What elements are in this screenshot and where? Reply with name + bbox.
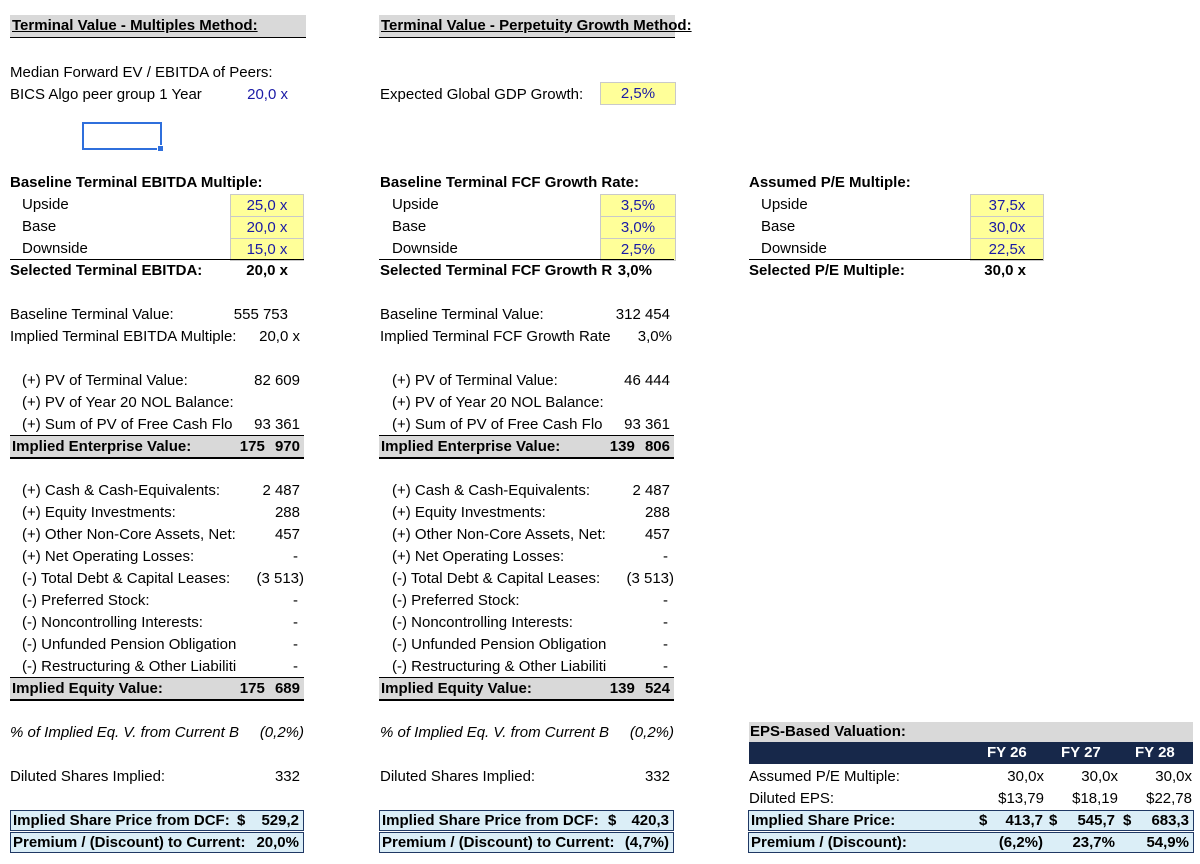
perpetuity-downside-input[interactable]: 2,5%: [600, 238, 676, 261]
eps-title: EPS-Based Valuation:: [749, 722, 1193, 742]
perpetuity-adj-value: -: [663, 548, 668, 565]
multiples-ieqv-label: Implied Equity Value:: [12, 680, 163, 697]
multiples-adj-label: (+) Other Non-Core Assets, Net:: [22, 526, 236, 543]
perpetuity-diluted-label: Diluted Shares Implied:: [380, 768, 536, 785]
multiples-adj-label: (-) Unfunded Pension Obligation: [22, 636, 237, 653]
multiples-adj-label: (+) Net Operating Losses:: [22, 548, 195, 565]
eps-premium-value: 54,9%: [1146, 834, 1189, 851]
perpetuity-price-label: Implied Share Price from DCF:: [382, 812, 599, 829]
pe-base-input[interactable]: 30,0x: [970, 216, 1044, 239]
eps-price-value: 545,7: [1077, 812, 1115, 829]
eps-price-value: 683,3: [1151, 812, 1189, 829]
pe-selected-value: 30,0 x: [984, 262, 1026, 279]
pe-divider: [749, 259, 1043, 260]
perpetuity-pct-value: (0,2%): [629, 724, 674, 741]
multiples-base-input[interactable]: 20,0 x: [230, 216, 304, 239]
eps-diluted-value: $22,78: [1146, 790, 1192, 807]
multiples-baseline-title: Baseline Terminal EBITDA Multiple:: [10, 174, 263, 191]
perpetuity-btv-label: Baseline Terminal Value:: [380, 306, 544, 323]
multiples-adj-label: (-) Total Debt & Capital Leases:: [22, 570, 231, 587]
multiples-implied-value: 20,0 x: [259, 328, 300, 345]
multiples-adj-label: (-) Preferred Stock:: [22, 592, 150, 609]
perpetuity-divider: [379, 259, 674, 260]
pe-upside-input[interactable]: 37,5x: [970, 194, 1044, 217]
perpetuity-upside-label: Upside: [392, 196, 439, 213]
perpetuity-selected-value: 3,0%: [617, 262, 652, 279]
multiples-adj-value: (3 513): [256, 570, 304, 587]
perpetuity-iev-row: [379, 435, 674, 459]
multiples-pv-tv-label: (+) PV of Terminal Value:: [22, 372, 188, 389]
perpetuity-pv-tv-label: (+) PV of Terminal Value:: [392, 372, 558, 389]
eps-price-currency: $: [1123, 812, 1132, 829]
peer-value: 20,0 x: [247, 86, 288, 103]
perpetuity-implied-value: 3,0%: [637, 328, 672, 345]
multiples-downside-input[interactable]: 15,0 x: [230, 238, 304, 261]
multiples-adj-value: 288: [274, 504, 300, 521]
perpetuity-adj-label: (+) Cash & Cash-Equivalents:: [392, 482, 591, 499]
multiples-selected-value: 20,0 x: [246, 262, 288, 279]
multiples-premium-label: Premium / (Discount) to Current:: [13, 834, 246, 851]
multiples-upside-input[interactable]: 25,0 x: [230, 194, 304, 217]
pe-title: Assumed P/E Multiple:: [749, 174, 911, 191]
perpetuity-pv-nol-label: (+) PV of Year 20 NOL Balance:: [392, 394, 604, 411]
multiples-adj-value: -: [293, 548, 298, 565]
multiples-price-value: 529,2: [261, 812, 299, 829]
multiples-implied-label: Implied Terminal EBITDA Multiple:: [10, 328, 237, 345]
eps-premium-row: [748, 832, 1194, 853]
multiples-btv-value: 555 753: [233, 306, 288, 323]
gdp-label: Expected Global GDP Growth:: [380, 86, 584, 103]
multiples-price-currency: $: [237, 812, 246, 829]
perpetuity-iev-value: 139 806: [609, 438, 670, 455]
perpetuity-pv-tv-value: 46 444: [624, 372, 670, 389]
perpetuity-adj-value: -: [663, 592, 668, 609]
multiples-adj-value: -: [293, 592, 298, 609]
perpetuity-selected-label: Selected Terminal FCF Growth R: [380, 262, 612, 279]
multiples-adj-label: (+) Equity Investments:: [22, 504, 176, 521]
multiples-sum-pv-label: (+) Sum of PV of Free Cash Flo: [22, 416, 233, 433]
multiples-premium-value: 20,0%: [256, 834, 299, 851]
multiples-base-label: Base: [22, 218, 57, 235]
perpetuity-sum-pv-value: 93 361: [624, 416, 670, 433]
multiples-divider: [10, 259, 304, 260]
perpetuity-adj-value: -: [663, 636, 668, 653]
multiples-upside-label: Upside: [22, 196, 69, 213]
multiples-adj-value: 2 487: [262, 482, 300, 499]
perpetuity-ieqv-row: [379, 677, 674, 701]
multiples-iev-value: 175 970: [239, 438, 300, 455]
fill-handle[interactable]: [157, 145, 164, 152]
perpetuity-adj-label: (-) Noncontrolling Interests:: [392, 614, 573, 631]
eps-pe-value: 30,0x: [1155, 768, 1192, 785]
perpetuity-pct-label: % of Implied Eq. V. from Current B: [380, 724, 609, 741]
eps-price-label: Implied Share Price:: [751, 812, 896, 829]
multiples-diluted-value: 332: [274, 768, 300, 785]
multiples-sum-pv-value: 93 361: [254, 416, 300, 433]
perpetuity-price-currency: $: [608, 812, 617, 829]
eps-premium-value: (6,2%): [998, 834, 1043, 851]
multiples-selected-label: Selected Terminal EBITDA:: [10, 262, 203, 279]
eps-year-header: FY 28: [1135, 744, 1175, 761]
multiples-price-label: Implied Share Price from DCF:: [13, 812, 230, 829]
perpetuity-adj-label: (+) Other Non-Core Assets, Net:: [392, 526, 606, 543]
perpetuity-adj-value: -: [663, 658, 668, 675]
multiples-header: Terminal Value - Multiples Method:: [10, 15, 306, 38]
gdp-input[interactable]: 2,5%: [600, 82, 676, 105]
perpetuity-adj-value: (3 513): [626, 570, 674, 587]
selected-cell[interactable]: [82, 122, 162, 150]
eps-premium-label: Premium / (Discount):: [751, 834, 907, 851]
perpetuity-premium-value: (4,7%): [624, 834, 669, 851]
perpetuity-adj-value: 288: [644, 504, 670, 521]
multiples-adj-value: -: [293, 658, 298, 675]
eps-price-currency: $: [1049, 812, 1058, 829]
pe-selected-label: Selected P/E Multiple:: [749, 262, 905, 279]
perpetuity-adj-value: 2 487: [632, 482, 670, 499]
perpetuity-adj-value: 457: [644, 526, 670, 543]
perpetuity-ieqv-value: 139 524: [609, 680, 670, 697]
perpetuity-diluted-value: 332: [644, 768, 670, 785]
perpetuity-premium-label: Premium / (Discount) to Current:: [382, 834, 615, 851]
eps-diluted-value: $13,79: [998, 790, 1044, 807]
multiples-pct-label: % of Implied Eq. V. from Current B: [10, 724, 239, 741]
multiples-adj-value: -: [293, 614, 298, 631]
perpetuity-baseline-title: Baseline Terminal FCF Growth Rate:: [380, 174, 639, 191]
eps-pe-label: Assumed P/E Multiple:: [749, 768, 900, 785]
perpetuity-adj-label: (-) Total Debt & Capital Leases:: [392, 570, 601, 587]
perpetuity-btv-value: 312 454: [615, 306, 670, 323]
multiples-adj-label: (+) Cash & Cash-Equivalents:: [22, 482, 221, 499]
perpetuity-iev-label: Implied Enterprise Value:: [381, 438, 561, 455]
eps-year-header: FY 27: [1061, 744, 1101, 761]
multiples-pct-value: (0,2%): [259, 724, 304, 741]
perpetuity-premium-row: [379, 832, 674, 853]
pe-downside-input[interactable]: 22,5x: [970, 238, 1044, 261]
perpetuity-base-label: Base: [392, 218, 427, 235]
eps-year-header: FY 26: [987, 744, 1027, 761]
perpetuity-adj-label: (+) Net Operating Losses:: [392, 548, 565, 565]
perpetuity-base-input[interactable]: 3,0%: [600, 216, 676, 239]
multiples-iev-row: [10, 435, 304, 459]
perpetuity-adj-value: -: [663, 614, 668, 631]
multiples-premium-row: [10, 832, 304, 853]
perpetuity-price-row: [379, 810, 674, 831]
multiples-ieqv-value: 175 689: [239, 680, 300, 697]
peer-label-2: BICS Algo peer group 1 Year: [10, 86, 202, 103]
multiples-diluted-label: Diluted Shares Implied:: [10, 768, 166, 785]
perpetuity-adj-label: (-) Preferred Stock:: [392, 592, 520, 609]
multiples-adj-label: (-) Restructuring & Other Liabiliti: [22, 658, 237, 675]
perpetuity-price-value: 420,3: [631, 812, 669, 829]
perpetuity-downside-label: Downside: [392, 240, 458, 257]
perpetuity-adj-label: (+) Equity Investments:: [392, 504, 546, 521]
perpetuity-adj-label: (-) Restructuring & Other Liabiliti: [392, 658, 607, 675]
multiples-ieqv-row: [10, 677, 304, 701]
eps-premium-value: 23,7%: [1072, 834, 1115, 851]
pe-downside-label: Downside: [761, 240, 827, 257]
perpetuity-upside-input[interactable]: 3,5%: [600, 194, 676, 217]
peer-label-1: Median Forward EV / EBITDA of Peers:: [10, 64, 273, 81]
multiples-downside-label: Downside: [22, 240, 88, 257]
eps-price-row: [748, 810, 1194, 831]
perpetuity-sum-pv-label: (+) Sum of PV of Free Cash Flo: [392, 416, 603, 433]
perpetuity-implied-label: Implied Terminal FCF Growth Rate: [380, 328, 611, 345]
multiples-iev-label: Implied Enterprise Value:: [12, 438, 192, 455]
multiples-pv-nol-label: (+) PV of Year 20 NOL Balance:: [22, 394, 234, 411]
multiples-price-row: [10, 810, 304, 831]
multiples-adj-label: (-) Noncontrolling Interests:: [22, 614, 203, 631]
multiples-pv-tv-value: 82 609: [254, 372, 300, 389]
multiples-adj-value: 457: [274, 526, 300, 543]
multiples-btv-label: Baseline Terminal Value:: [10, 306, 174, 323]
eps-diluted-label: Diluted EPS:: [749, 790, 835, 807]
perpetuity-header: Terminal Value - Perpetuity Growth Method:: [379, 15, 675, 38]
eps-header-bar: [749, 742, 1193, 764]
perpetuity-ieqv-label: Implied Equity Value:: [381, 680, 532, 697]
eps-pe-value: 30,0x: [1007, 768, 1044, 785]
multiples-adj-value: -: [293, 636, 298, 653]
pe-upside-label: Upside: [761, 196, 808, 213]
eps-pe-value: 30,0x: [1081, 768, 1118, 785]
perpetuity-adj-label: (-) Unfunded Pension Obligation: [392, 636, 607, 653]
eps-price-currency: $: [979, 812, 988, 829]
eps-price-value: 413,7: [1005, 812, 1043, 829]
pe-base-label: Base: [761, 218, 796, 235]
eps-diluted-value: $18,19: [1072, 790, 1118, 807]
